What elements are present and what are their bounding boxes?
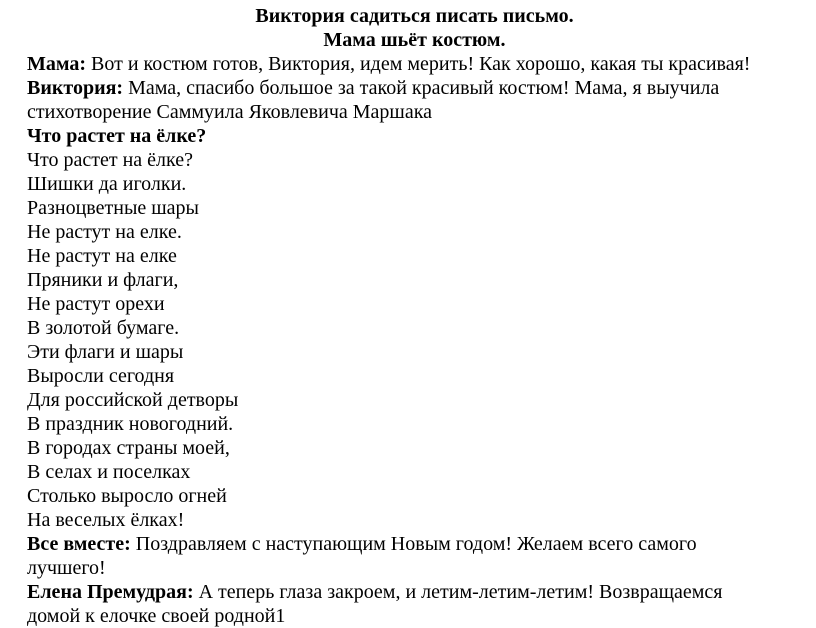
dialogue-text: Вот и костюм готов, Виктория, идем мерить! Как хорошо, какая ты красивая! — [86, 53, 751, 75]
dialogue-text: Мама, спасибо большое за такой красивый костюм! Мама, я выучила стихотворение Саммуила Яковлевича Маршака — [27, 77, 720, 123]
poem-line: Для российской детворы — [27, 389, 239, 411]
document-page — [27, 4, 802, 628]
speaker-label: Виктория: — [27, 77, 124, 99]
poem-line: На веселых ёлках! — [27, 509, 185, 531]
poem-line: В городах страны моей, — [27, 437, 230, 459]
poem-line: Что растет на ёлке? — [27, 149, 193, 171]
closing-text: Поздравляем с наступающим Новым годом! Желаем всего самого лучшего! — [27, 533, 697, 579]
poem-line: Эти флаги и шары — [27, 341, 184, 363]
poem-body — [27, 148, 802, 532]
poem-line: В селах и поселках — [27, 461, 191, 483]
title-line-2: Мама шьёт костюм. — [323, 29, 506, 51]
poem-line: Выросли сегодня — [27, 365, 175, 387]
poem-line: Не растут на елке. — [27, 221, 182, 243]
dialogue-mama — [27, 52, 802, 76]
poem-line: Не растут на елке — [27, 245, 177, 267]
speaker-label: Елена Премудрая: — [27, 581, 194, 603]
closing-elena — [27, 580, 772, 628]
poem-line: Столько выросло огней — [27, 485, 227, 507]
title-line-1: Виктория садиться писать письмо. — [255, 5, 574, 27]
closing-all-together — [27, 532, 747, 580]
poem-line: Пряники и флаги, — [27, 269, 179, 291]
speaker-label: Мама: — [27, 53, 87, 75]
closing-text: А теперь глаза закроем, и летим-летим-летим! Возвращаемся домой к елочке своей родной1 — [27, 581, 723, 627]
poem-line: Разноцветные шары — [27, 197, 199, 219]
speaker-label: Все вместе: — [27, 533, 131, 555]
dialogue-viktoriya — [27, 76, 772, 124]
poem-line: В золотой бумаге. — [27, 317, 180, 339]
poem-title: Что растет на ёлке? — [27, 125, 207, 147]
poem-line: В праздник новогодний. — [27, 413, 234, 435]
poem-line: Не растут орехи — [27, 293, 165, 315]
poem-line: Шишки да иголки. — [27, 173, 187, 195]
